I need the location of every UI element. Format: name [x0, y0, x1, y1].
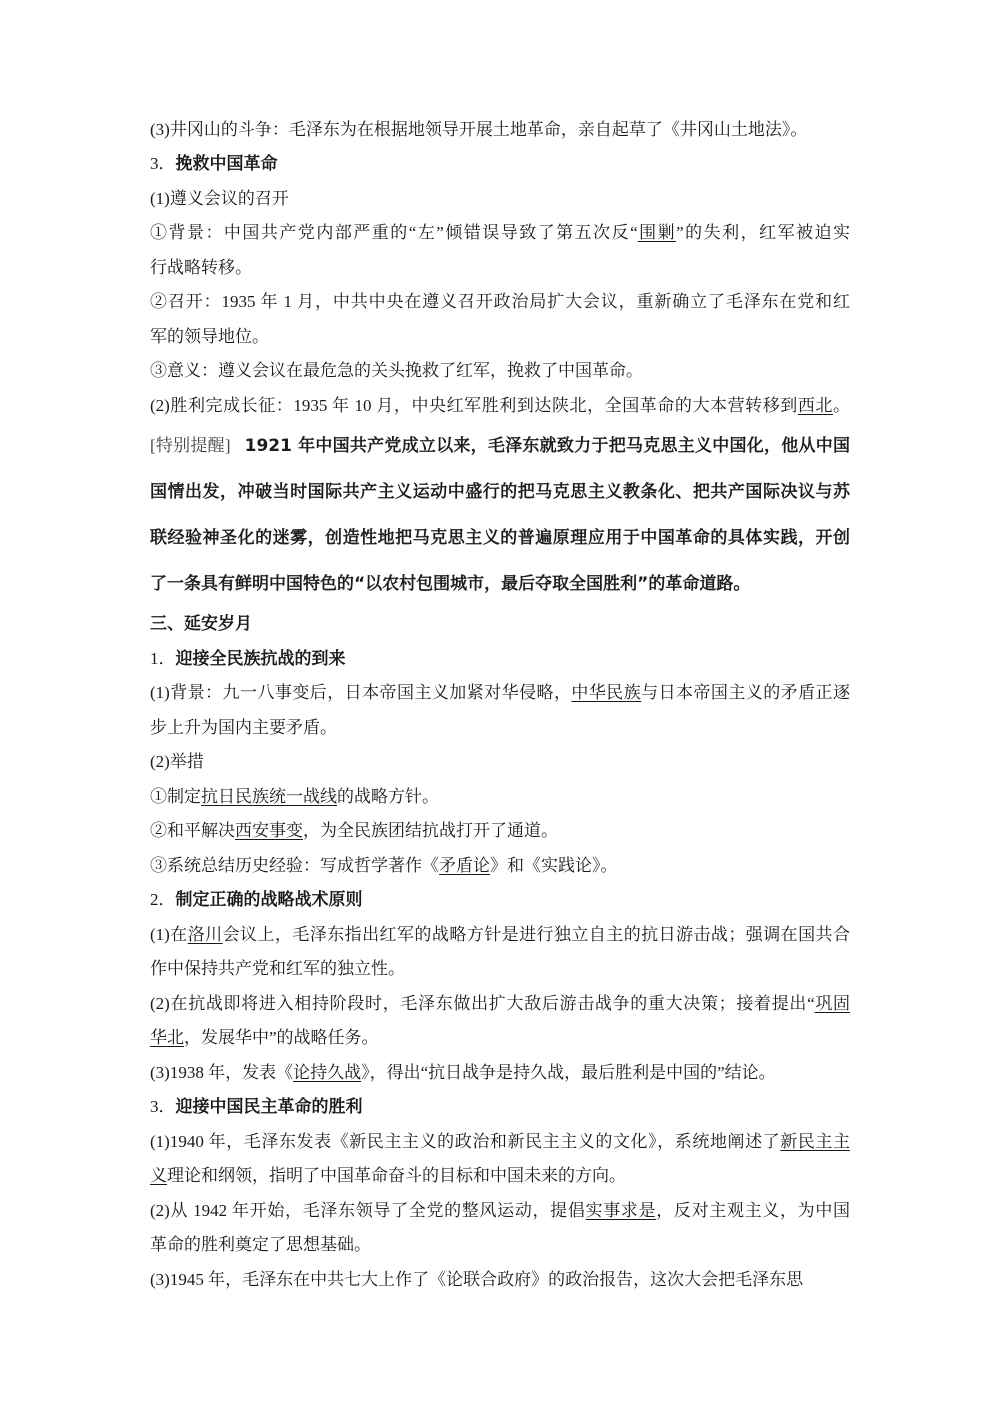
special-reminder-text: 联经验神圣化的迷雾，创造性地把马克思主义的普遍原理应用于中国革命的具体实践，开创	[150, 528, 850, 549]
special-reminder-text: 了一条具有鲜明中国特色的“以农村包围城市，最后夺取全国胜利”的革命道路。	[150, 574, 751, 595]
text-segment: 与日本帝国主义的矛盾正逐	[641, 683, 850, 703]
heading-title: 制定正确的战略战术原则	[175, 890, 363, 911]
text-segment: 革命的胜利奠定了思想基础。	[150, 1235, 371, 1255]
text-segment: 作中保持共产党和红军的独立性。	[150, 959, 405, 979]
text-segment: (1)在	[150, 924, 188, 944]
heading-number: 3．	[150, 154, 176, 174]
text-segment: (2)胜利完成长征：1935 年 10 月，中央红军胜利到达陕北，全国革命的大本营转移到	[150, 395, 798, 415]
underlined-term: 论持久战	[293, 1062, 362, 1082]
section-heading-yanan	[150, 607, 850, 642]
item-zunyi-background-cont	[150, 251, 850, 286]
item-new-democracy-cont	[150, 1159, 850, 1194]
item-resistance-background	[150, 676, 850, 711]
text-segment: ，反对主观主义，为中国	[656, 1200, 850, 1220]
heading-save-revolution	[150, 147, 850, 182]
heading-number: 1．	[150, 648, 176, 668]
text-segment: 行战略转移。	[150, 257, 252, 277]
item-rectification-movement	[150, 1194, 850, 1229]
heading-democratic-revolution	[150, 1090, 850, 1125]
underlined-term: 中华民族	[571, 683, 642, 703]
special-reminder-text: 1921 年中国共产党成立以来，毛泽东就致力于把马克思主义中国化，他从中国	[244, 436, 850, 457]
text-segment: ，为全民族团结抗战打开了通道。	[303, 821, 558, 841]
heading-strategy-principles	[150, 883, 850, 918]
item-stalemate-decision-cont	[150, 1021, 850, 1056]
text-segment: (2)在抗战即将进入相持阶段时，毛泽东做出扩大敌后游击战争的重大决策；接着提出“	[150, 993, 815, 1013]
underlined-term: 巩固	[814, 993, 850, 1013]
special-reminder-line-2	[150, 469, 850, 515]
underlined-term: 义	[150, 1166, 167, 1186]
text-segment: (3)井冈山的斗争：毛泽东为在根据地领导开展土地革命，亲自起草了《井冈山土地法》。	[150, 119, 808, 139]
item-zunyi-background	[150, 216, 850, 251]
text-segment: ，发展华中”的战略任务。	[184, 1028, 379, 1048]
item-stalemate-decision	[150, 987, 850, 1022]
special-reminder-line-3	[150, 515, 850, 561]
underlined-term: 西安事变	[235, 821, 303, 841]
text-segment: ①背景：中国共产党内部严重的“左”倾错误导致了第五次反“	[150, 223, 638, 243]
item-united-front	[150, 780, 850, 815]
heading-title: 迎接全民族抗战的到来	[175, 648, 346, 669]
item-luochuan-meeting-cont	[150, 952, 850, 987]
item-xian-incident	[150, 814, 850, 849]
heading-national-resistance	[150, 642, 850, 677]
underlined-term: 抗日民族统一战线	[201, 786, 337, 806]
document-body	[150, 113, 850, 1298]
item-jinggangshan-struggle	[150, 113, 850, 148]
text-segment: (3)1945 年，毛泽东在中共七大上作了《论联合政府》的政治报告，这次大会把毛泽东思	[150, 1269, 804, 1289]
text-segment: 的战略方针。	[337, 786, 439, 806]
text-segment: ②召开：1935 年 1 月，中共中央在遵义召开政治局扩大会议，重新确立了毛泽东在党和红	[150, 292, 850, 312]
text-segment: ②和平解决	[150, 821, 235, 841]
heading-number: 2．	[150, 890, 176, 910]
text-segment: (1)遵义会议的召开	[150, 188, 289, 208]
text-segment: 军的领导地位。	[150, 326, 269, 346]
item-long-march	[150, 389, 850, 424]
special-reminder-line-1	[150, 423, 850, 469]
text-segment: (2)从 1942 年开始，毛泽东领导了全党的整风运动，提倡	[150, 1200, 586, 1220]
item-seventh-congress	[150, 1263, 850, 1298]
heading-number: 3．	[150, 1097, 176, 1117]
underlined-term: 洛川	[187, 924, 223, 944]
text-segment: 。	[833, 395, 850, 415]
underlined-term: 矛盾论	[439, 855, 490, 875]
text-segment: 》和《实践论》。	[490, 855, 618, 875]
item-zunyi-significance	[150, 354, 850, 389]
item-philosophy-works	[150, 849, 850, 884]
underlined-term: 新民主主	[780, 1131, 850, 1151]
item-luochuan-meeting	[150, 918, 850, 953]
heading-title: 挽救中国革命	[175, 154, 278, 175]
text-segment: ①制定	[150, 786, 201, 806]
item-new-democracy	[150, 1125, 850, 1160]
text-segment: (1)1940 年，毛泽东发表《新民主主义的政治和新民主主义的文化》，系统地阐述了	[150, 1131, 781, 1151]
subheading-zunyi-meeting	[150, 182, 850, 217]
special-reminder-label: [特别提醒]	[150, 436, 231, 456]
text-segment: (1)背景：九一八事变后，日本帝国主义加紧对华侵略，	[150, 683, 572, 703]
heading-title: 三、延安岁月	[150, 614, 252, 635]
item-rectification-movement-cont	[150, 1228, 850, 1263]
text-segment: ”的失利，红军被迫实	[676, 223, 850, 243]
text-segment: ③系统总结历史经验：写成哲学著作《	[150, 855, 439, 875]
subheading-measures	[150, 745, 850, 780]
underlined-term: 华北	[150, 1028, 184, 1048]
text-segment: 理论和纲领，指明了中国革命奋斗的目标和中国未来的方向。	[167, 1166, 626, 1186]
special-reminder-text: 国情出发，冲破当时国际共产主义运动中盛行的把马克思主义教条化、把共产国际决议与苏	[150, 482, 850, 503]
text-segment: 步上升为国内主要矛盾。	[150, 717, 337, 737]
heading-title: 迎接中国民主革命的胜利	[175, 1097, 363, 1118]
item-resistance-background-cont	[150, 711, 850, 746]
text-segment: (3)1938 年，发表《	[150, 1062, 294, 1082]
underlined-term: 围剿	[637, 223, 677, 243]
text-segment: 会议上，毛泽东指出红军的战略方针是进行独立自主的抗日游击战；强调在国共合	[222, 924, 850, 944]
text-segment: 》，得出“抗日战争是持久战，最后胜利是中国的”结论。	[361, 1062, 776, 1082]
special-reminder-line-4	[150, 561, 850, 607]
item-zunyi-convening-cont	[150, 320, 850, 355]
text-segment: ③意义：遵义会议在最危急的关头挽救了红军，挽救了中国革命。	[150, 361, 643, 381]
item-protracted-war	[150, 1056, 850, 1091]
text-segment: (2)举措	[150, 752, 204, 772]
underlined-term: 实事求是	[585, 1200, 657, 1220]
item-zunyi-convening	[150, 285, 850, 320]
underlined-term: 西北	[797, 395, 834, 415]
